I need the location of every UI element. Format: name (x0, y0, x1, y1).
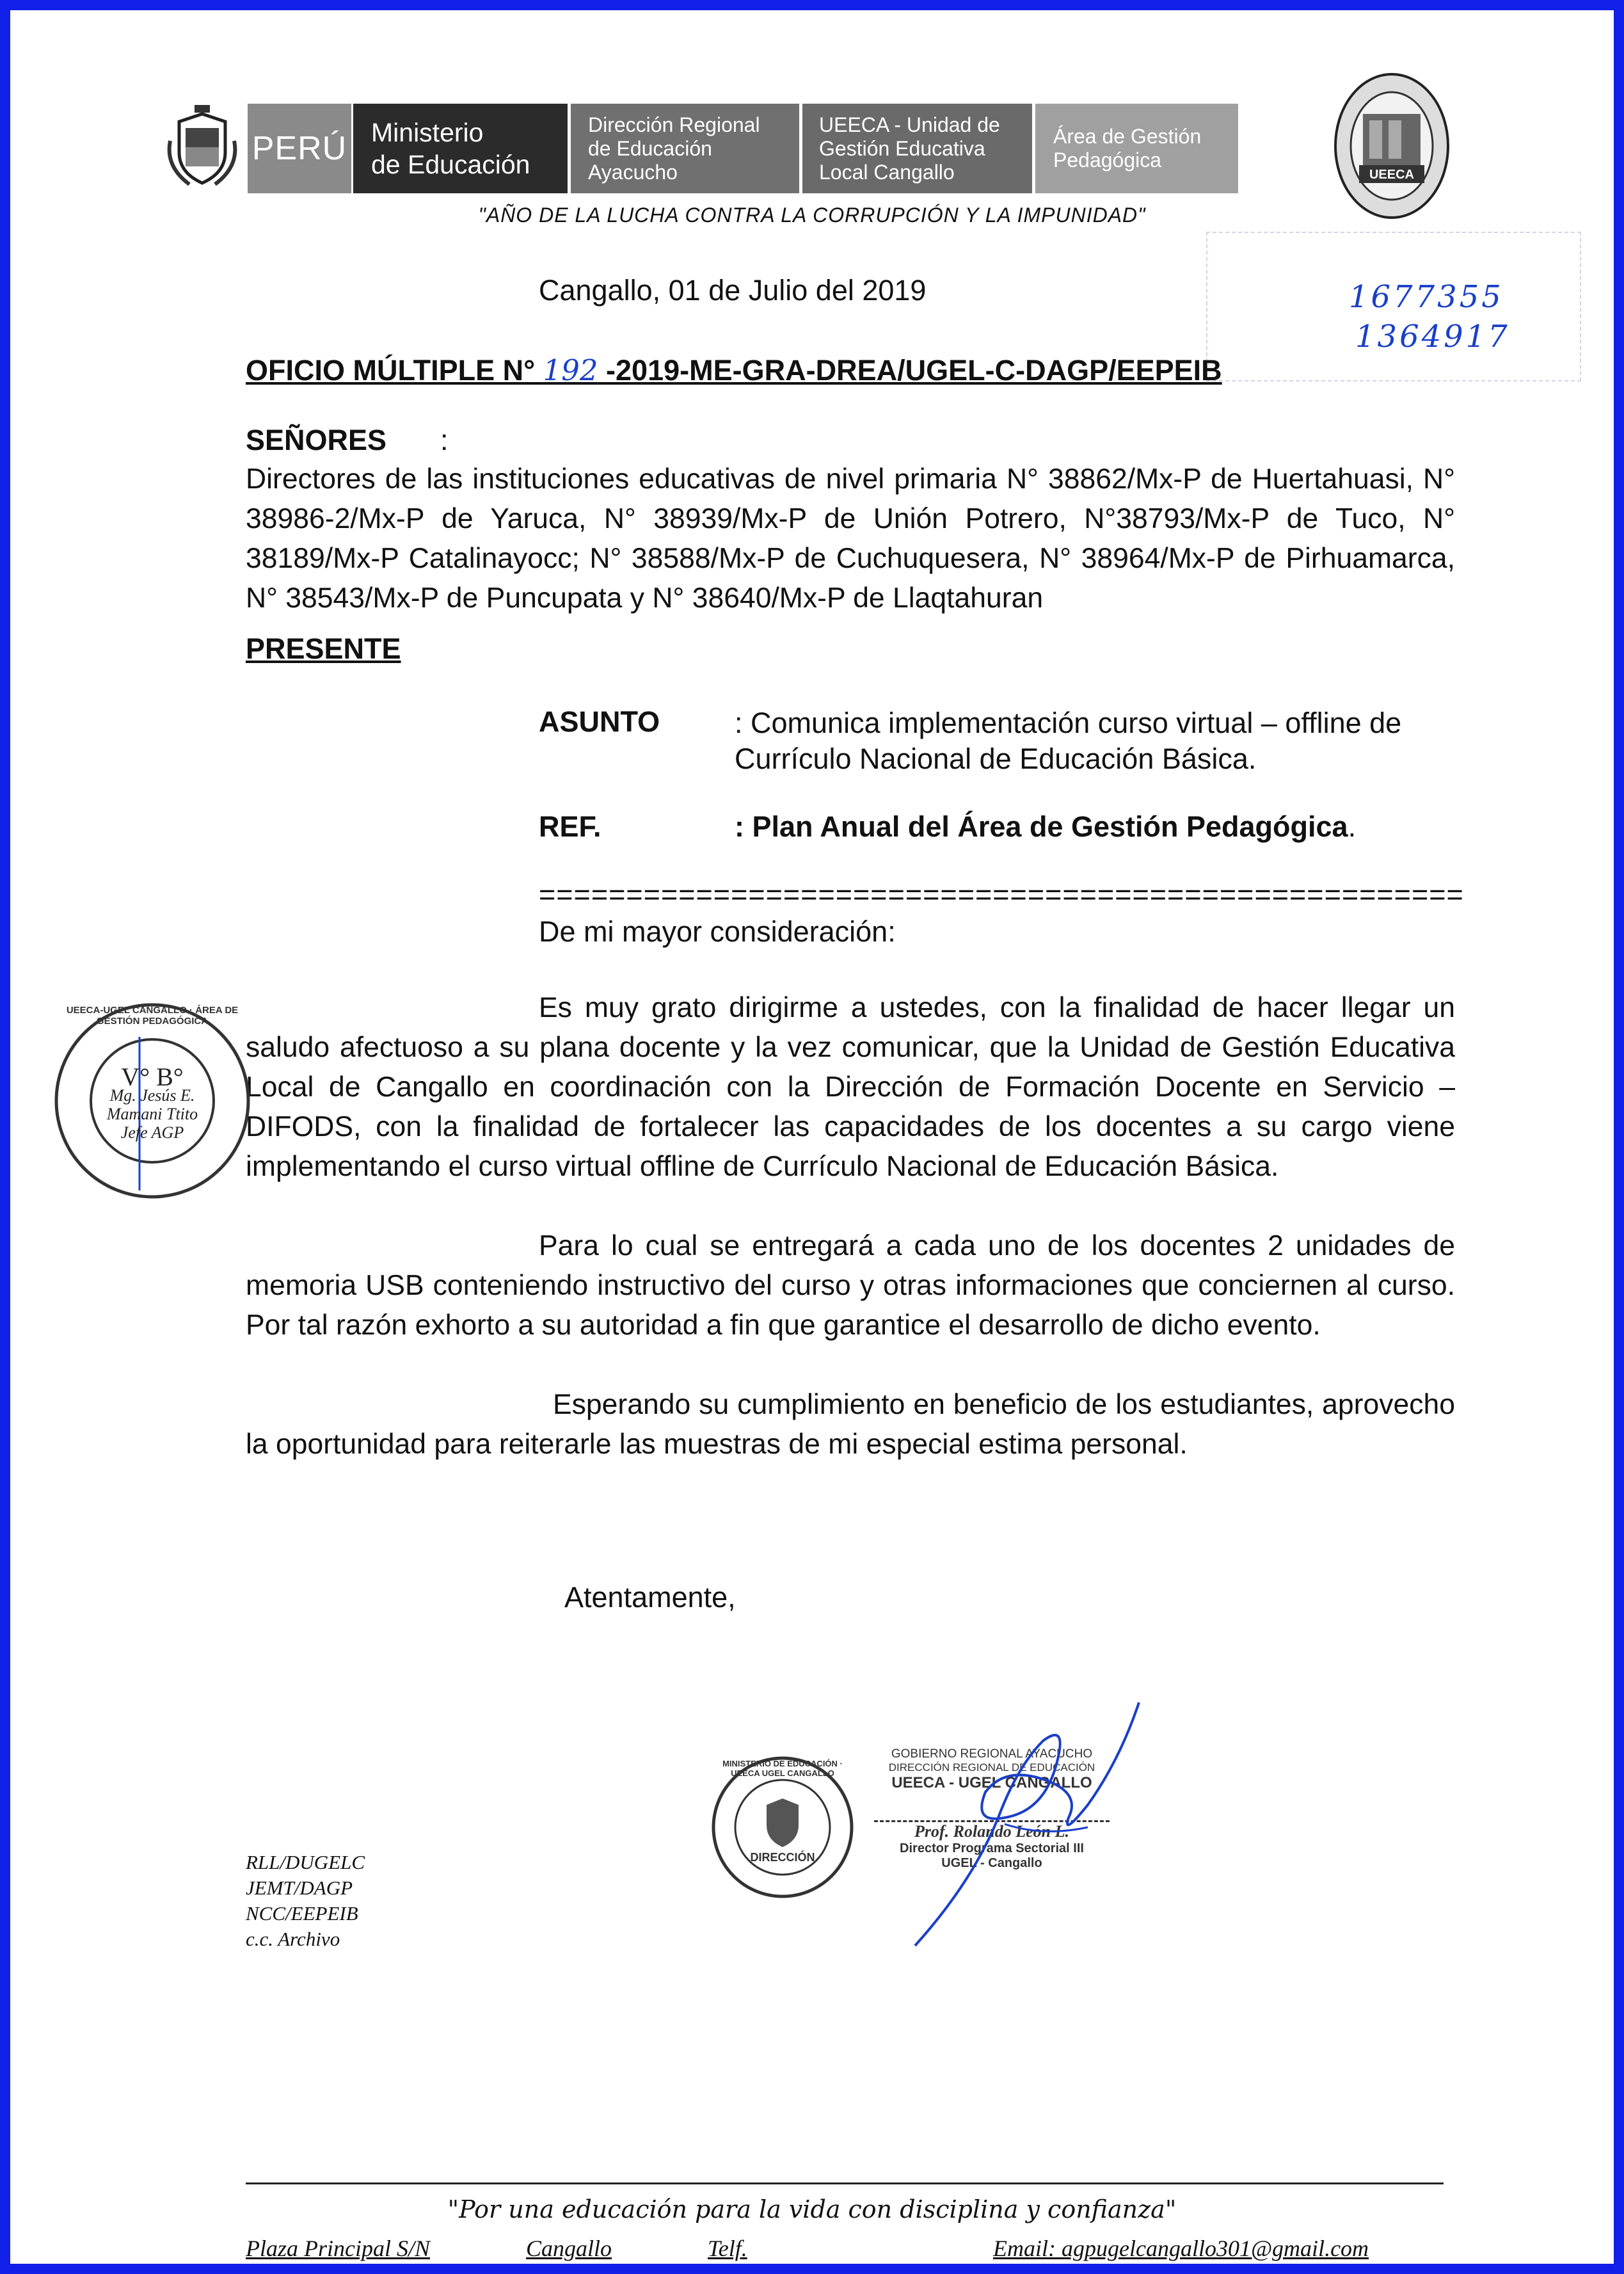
sig-line2: DIRECCIÓN REGIONAL DE EDUCACIÓN (888, 1761, 1095, 1774)
body-paragraph-2 (246, 1226, 1455, 1345)
recipients-text: Directores de las instituciones educativas de nivel primaria N° 38862/Mx-P de Huertahuasi, N° 38986-2/Mx-P de Yaruca, N° 38939/Mx-P de Unión Potrero, N°38793/Mx-P de Tuco, N° 38189/Mx-P Catalinayocc; N° 38588/Mx-P de Cuchuquesera, N° 38964/Mx-P de Pirhuamarca, N° 38543/Mx-P de Puncupata y N° 38640/Mx-P de Llaqtahuran (246, 463, 1455, 614)
vb-name1: Mg. Jesús E. (109, 1086, 195, 1105)
initials-1: RLL/DUGELC (246, 1851, 365, 1873)
recipients-label: SEÑORES (246, 424, 387, 456)
drea-line2: de Educación (588, 136, 712, 160)
body-paragraph-1 (246, 988, 1455, 1187)
initials-3: NCC/EEPEIB (246, 1902, 358, 1925)
ueeca-line3: Local Cangallo (819, 160, 955, 184)
agp-line2: Pedagógica (1053, 148, 1162, 172)
sig-name: Prof. Rolando León L. (914, 1822, 1069, 1841)
recipients-colon: : (440, 424, 449, 456)
ueeca-line1: UEECA - Unidad de (819, 113, 1000, 136)
peru-box (248, 104, 351, 193)
footer-email: Email: agpugelcangallo301@gmail.com (993, 2236, 1369, 2261)
ueeca-logo-icon (1331, 69, 1453, 223)
footer-phone: Telf. (708, 2236, 747, 2261)
body-paragraph-1-text: Es muy grato dirigirme a ustedes, con la finalidad de hacer llegar un saludo afectuoso a su plana docente y la vez comunicar, que la Unidad de Gestión Educativa Local de Cangallo en coordinación con la Dirección de Formación Docente en Servicio – DIFODS, con la finalidad de fortalecer las capacidades de los docentes a su cargo viene implementando el curso virtual offline de Currículo Nacional de Educación Básica. (246, 992, 1455, 1182)
seal-center-text: DIRECCIÓN (750, 1851, 815, 1864)
handwritten-number-1: 1677355 (1349, 279, 1504, 315)
body-paragraph-3 (246, 1385, 1455, 1464)
vb-role: Jefe AGP (120, 1123, 184, 1142)
drea-line3: Ayacucho (588, 160, 678, 184)
seal-ring-text: MINISTERIO DE EDUCACIÓN · UEECA UGEL CANGALLO (722, 1759, 843, 1778)
ministerio-line1: Ministerio (371, 118, 484, 147)
vb-name2: Mamani Ttito (106, 1105, 198, 1123)
initials-4: c.c. Archivo (246, 1928, 340, 1950)
agp-box (1035, 104, 1238, 193)
sig-line3: UEECA - UGEL CANGALLO (891, 1774, 1092, 1791)
ueeca-line2: Gestión Educativa (819, 136, 985, 160)
visto-bueno-stamp (50, 998, 255, 1203)
ministerio-box (353, 104, 568, 193)
footer-rule (246, 2182, 1444, 2184)
vb-ring-text: UEECA-UGEL CANGALLO · ÁREA DE GESTIÓN PEDAGÓGICA (66, 1005, 239, 1027)
separator-line: ===================================================== (539, 878, 1464, 911)
body-paragraph-3-text: Esperando su cumplimiento en beneficio de los estudiantes, aprovecho la oportunidad para reiterarle las muestras de mi especial estima personal. (246, 1389, 1455, 1460)
body-paragraph-2-text: Para lo cual se entregará a cada uno de los docentes 2 unidades de memoria USB conteniendo instructivo del curso y otras informaciones que conciernen al curso. Por tal razón exhorto a su autoridad a fin que garantice el desarrollo de dicho evento. (246, 1230, 1455, 1341)
reference-initials (246, 1850, 365, 1952)
drea-box (571, 104, 799, 193)
ref-value: : Plan Anual del Área de Gestión Pedagógica (735, 810, 1348, 843)
handwritten-signature (877, 1690, 1158, 1958)
handwritten-number-2: 1364917 (1355, 319, 1510, 355)
footer-quote: "Por una educación para la vida con disciplina y confianza" (447, 2195, 1177, 2223)
greeting: De mi mayor consideración: (539, 915, 896, 948)
agp-line1: Área de Gestión (1053, 125, 1202, 148)
coat-of-arms-icon (164, 102, 241, 192)
closing-text: Atentamente, (564, 1581, 736, 1613)
footer-city: Cangallo (526, 2236, 612, 2261)
sig-office: UGEL - Cangallo (941, 1856, 1042, 1870)
ministerio-line2: de Educación (371, 150, 530, 179)
oficio-handwritten-number: 192 (543, 353, 598, 387)
sig-line1: GOBIERNO REGIONAL AYACUCHO (891, 1747, 1093, 1761)
ref-period: . (1348, 810, 1357, 843)
asunto-value: : Comunica implementación curso virtual – offline de Currículo Nacional de Educación Básica. (735, 707, 1402, 775)
oficio-suffix: -2019-ME-GRA-DREA/UGEL-C-DAGP/EEPEIB (598, 354, 1222, 387)
ministerio-seal (709, 1754, 856, 1901)
asunto-label: ASUNTO (539, 705, 660, 738)
initials-2: JEMT/DAGP (246, 1877, 353, 1899)
year-motto: "AÑO DE LA LUCHA CONTRA LA CORRUPCIÓN Y LA IMPUNIDAD" (478, 204, 1146, 227)
presente-label: PRESENTE (246, 632, 401, 665)
oficio-number-line (246, 353, 1222, 387)
ref-label: REF. (539, 810, 601, 843)
oficio-prefix: OFICIO MÚLTIPLE N° (246, 354, 543, 387)
footer-address: Plaza Principal S/N (246, 2236, 430, 2261)
sig-role: Director Programa Sectorial III (900, 1841, 1084, 1855)
document-date: Cangallo, 01 de Julio del 2019 (539, 274, 927, 307)
drea-line1: Dirección Regional (588, 113, 760, 136)
logo-text: UEECA (1369, 168, 1415, 182)
vb-title: V° B° (121, 1062, 184, 1091)
ref-value-line (735, 810, 1356, 844)
peru-label: PERÚ (251, 130, 347, 167)
ueeca-box (802, 104, 1032, 193)
